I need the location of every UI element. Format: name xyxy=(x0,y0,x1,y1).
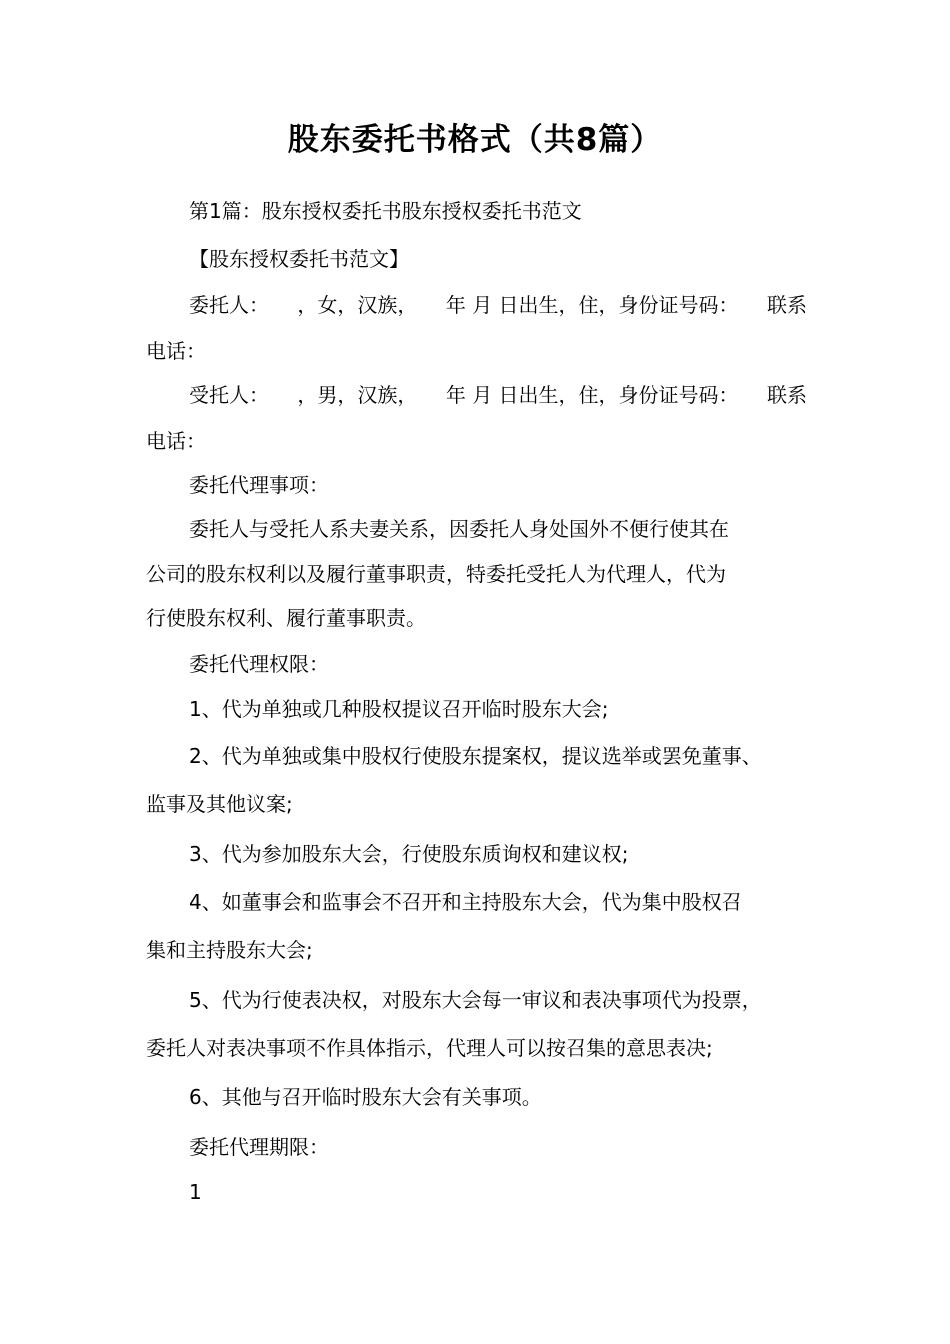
authority-item-6: 6、其他与召开临时股东大会有关事项。 xyxy=(189,1085,542,1109)
matters-heading: 委托代理事项： xyxy=(189,473,329,497)
agent-part-3: 联系 xyxy=(766,383,807,407)
agent-line xyxy=(189,381,807,409)
section-heading: 【股东授权委托书范文】 xyxy=(189,247,409,271)
period-heading: 委托代理期限： xyxy=(189,1135,329,1159)
authority-item-1: 1、代为单独或几种股权提议召开临时股东大会; xyxy=(189,697,609,721)
authority-item-4b: 集和主持股东大会; xyxy=(146,938,313,962)
page-number: 1 xyxy=(189,1180,202,1204)
authority-item-5b: 委托人对表决事项不作具体指示，代理人可以按召集的意思表决; xyxy=(146,1036,713,1060)
agent-label: 受托人： xyxy=(189,383,269,407)
principal-part-1: ，女，汉族， xyxy=(297,293,418,317)
authority-item-5a: 5、代为行使表决权，对股东大会每一审议和表决事项代为投票， xyxy=(189,988,762,1012)
agent-part-2: 年 月 日出生，住，身份证号码： xyxy=(445,383,739,407)
authority-heading: 委托代理权限： xyxy=(189,652,329,676)
authority-item-2b: 监事及其他议案; xyxy=(146,792,293,816)
matters-line-3: 行使股东权利、履行董事职责。 xyxy=(146,606,426,630)
agent-cont: 电话： xyxy=(146,429,206,453)
principal-part-3: 联系 xyxy=(766,293,807,317)
authority-item-2a: 2、代为单独或集中股权行使股东提案权，提议选举或罢免董事、 xyxy=(189,744,762,768)
matters-line-1: 委托人与受托人系夫妻关系，因委托人身处国外不便行使其在 xyxy=(189,517,729,541)
chapter-heading: 第1篇：股东授权委托书股东授权委托书范文 xyxy=(189,199,582,223)
principal-label: 委托人： xyxy=(189,293,269,317)
authority-item-3: 3、代为参加股东大会，行使股东质询权和建议权; xyxy=(189,842,629,866)
agent-part-1: ，男，汉族， xyxy=(297,383,418,407)
matters-line-2: 公司的股东权利以及履行董事职责，特委托受托人为代理人，代为 xyxy=(146,562,726,586)
principal-part-2: 年 月 日出生，住，身份证号码： xyxy=(445,293,739,317)
document-title: 股东委托书格式（共8篇） xyxy=(287,122,663,158)
principal-line xyxy=(189,291,807,319)
principal-cont: 电话： xyxy=(146,339,206,363)
authority-item-4a: 4、如董事会和监事会不召开和主持股东大会，代为集中股权召 xyxy=(189,890,742,914)
